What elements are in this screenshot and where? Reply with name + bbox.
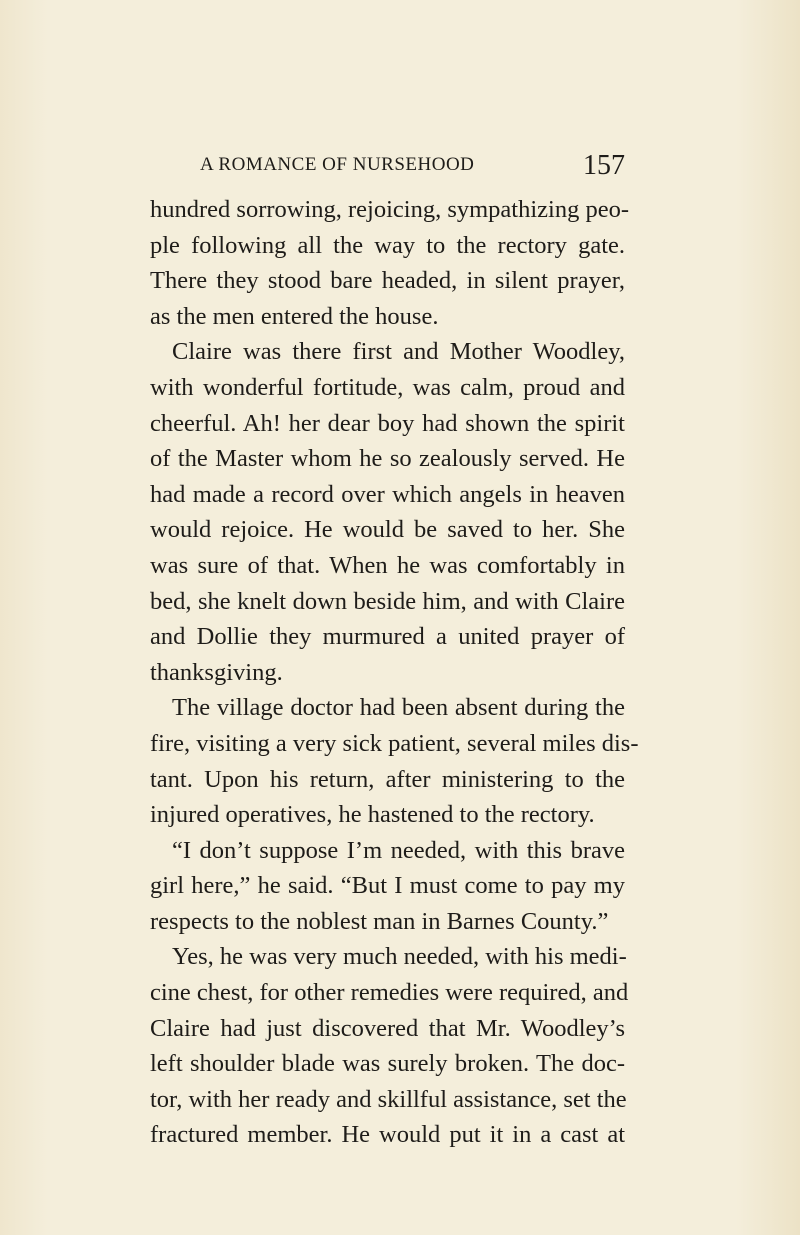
text-line: Claire had just discovered that Mr. Woodley’s	[150, 1014, 625, 1042]
text-line: tant. Upon his return, after ministering to the	[150, 765, 625, 793]
text-line: of the Master whom he so zealously served. He	[150, 445, 625, 473]
text-line: injured operatives, he hastened to the rectory.	[150, 801, 595, 829]
text-line: fractured member. He would put it in a cast at	[150, 1121, 625, 1149]
text-line: respects to the noblest man in Barnes County.”	[150, 907, 609, 935]
text-line: fire, visiting a very sick patient, several miles dis-	[150, 729, 639, 757]
text-line: There they stood bare headed, in silent prayer,	[150, 267, 625, 295]
text-line: left shoulder blade was surely broken. The doc-	[150, 1050, 625, 1078]
text-line: “I don’t suppose I’m needed, with this brave	[172, 836, 625, 864]
text-line: tor, with her ready and skillful assistance, set the	[150, 1085, 627, 1113]
text-line: with wonderful fortitude, was calm, proud and	[150, 373, 625, 401]
text-line: ple following all the way to the rectory gate.	[150, 231, 625, 259]
text-line: cine chest, for other remedies were required, and	[150, 979, 629, 1007]
text-line: cheerful. Ah! her dear boy had shown the spirit	[150, 409, 625, 437]
running-title: A ROMANCE OF NURSEHOOD	[200, 154, 475, 175]
text-line: hundred sorrowing, rejoicing, sympathizing peo-	[150, 196, 630, 223]
page-number: 157	[583, 150, 625, 181]
text-line: would rejoice. He would be saved to her. She	[150, 516, 625, 544]
text-line: girl here,” he said. “But I must come to pay my	[150, 872, 625, 900]
text-line: The village doctor had been absent during the	[172, 694, 625, 722]
text-line: as the men entered the house.	[150, 302, 439, 330]
body-text	[150, 192, 639, 1153]
text-line: Claire was there first and Mother Woodley,	[172, 338, 625, 366]
text-line: thanksgiving.	[150, 658, 283, 686]
text-line: had made a record over which angels in heaven	[150, 480, 625, 508]
text-line: and Dollie they murmured a united prayer of	[150, 623, 625, 651]
running-head	[150, 150, 625, 184]
text-line: bed, she knelt down beside him, and with Claire	[150, 587, 625, 615]
text-line: Yes, he was very much needed, with his medi-	[172, 943, 627, 971]
text-line: was sure of that. When he was comfortably in	[150, 551, 625, 579]
